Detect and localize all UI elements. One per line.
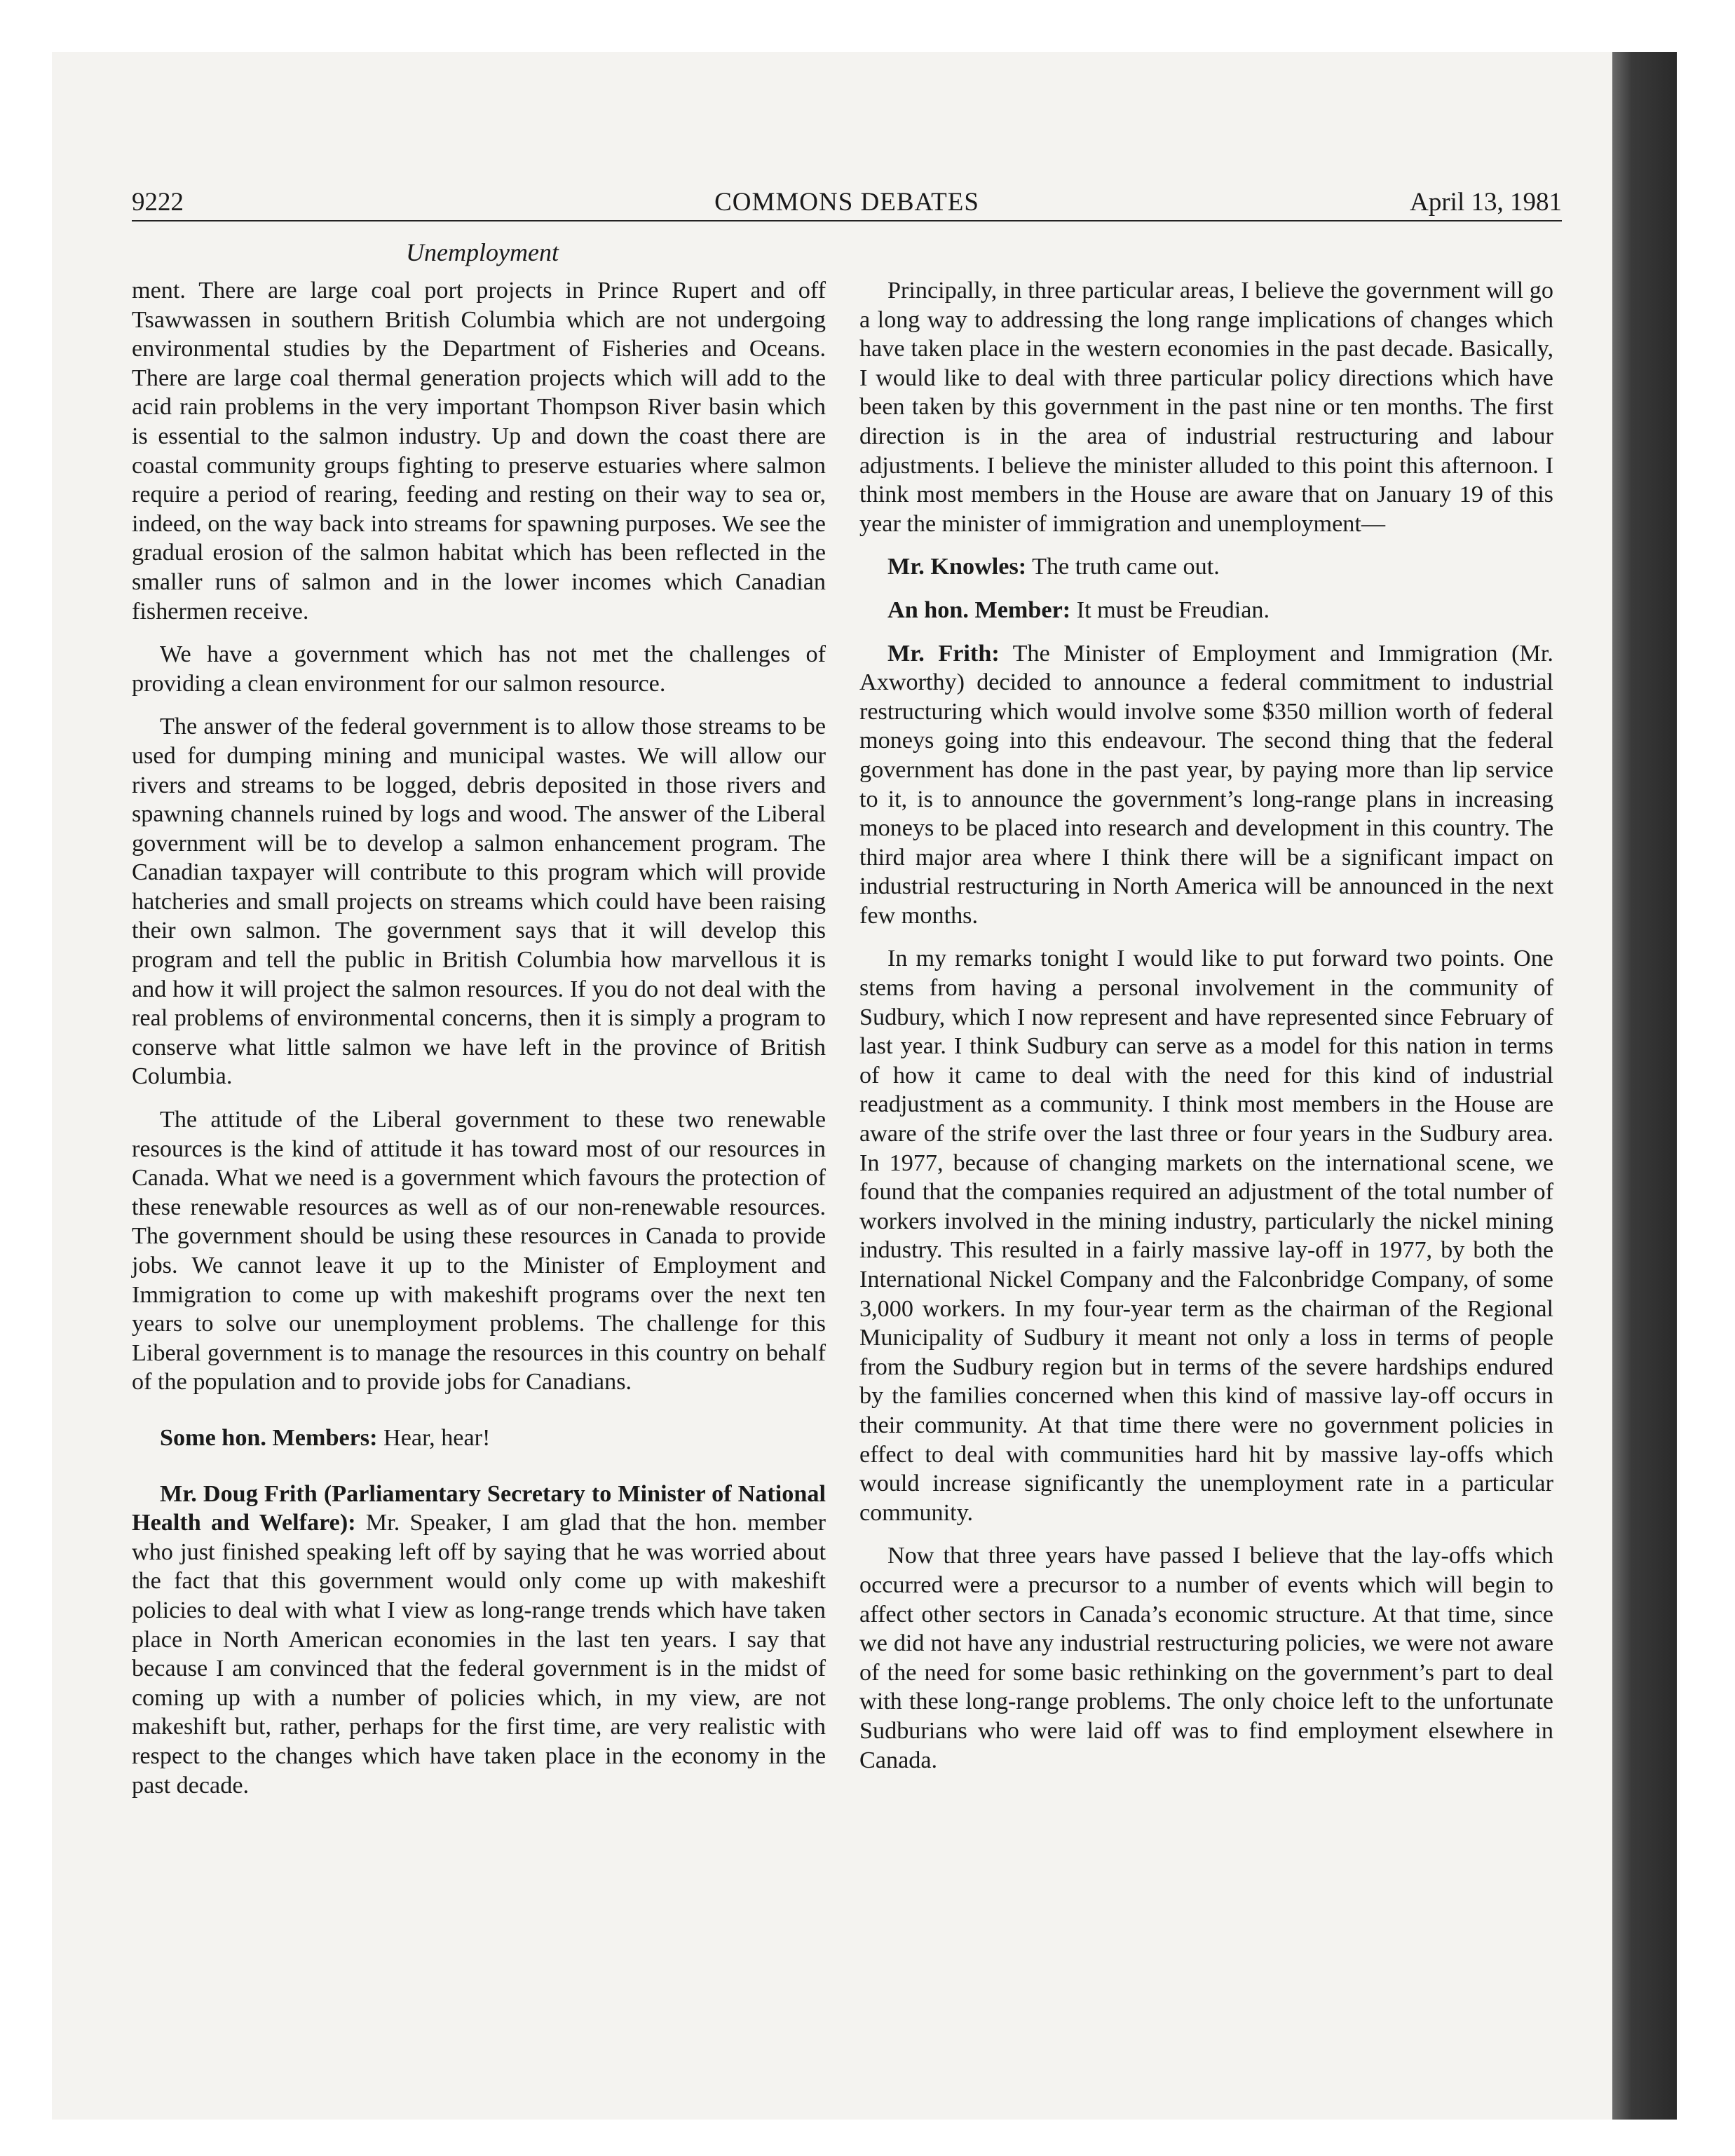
paragraph: We have a government which has not met the challenges of providing a clean environment for our salmon resource. [132, 641, 826, 697]
interjection [859, 596, 1553, 625]
header-rule [132, 220, 1562, 221]
paragraph: Principally, in three particular areas, I believe the government will go a long way to addressing the long range implications of changes which have taken place in the western economies in the past decade. Basically, I would like to deal with three particular policy directions which have been taken by this government in the past nine or ten months. The first direction is in the area of industrial restructuring and labour adjustments. I believe the minister alluded to this point this afternoon. I think most members in the House are aware that on January 19 of this year the minister of immigration and unemployment— [859, 278, 1553, 537]
issue-date: April 13, 1981 [1410, 188, 1562, 217]
speech-text: Mr. Speaker, I am glad that the hon. member who just finished speaking left off by saying that he was worried about the fact that this government would only come up with makeshift policies to deal with what I view as long-range trends which have taken place in North American economies in the last ten years. I say that because I am convinced that the federal government is in the midst of coming up with a number of policies which, in my view, are not makeshift but, rather, perhaps for the first time, are very realistic with respect to the changes which have taken place in the economy in the past decade. [132, 1510, 826, 1799]
paragraph: ment. There are large coal port projects in Prince Rupert and off Tsawwassen in southern British Columbia which are not undergoing environmental studies by the Department of Fisheries and Oceans. There are large coal thermal generation projects which will add to the acid rain problems in the very important Thompson River basin which is essential to the salmon industry. Up and down the coast there are coastal community groups fighting to preserve estuaries where salmon require a period of rearing, feeding and resting on their way to sea or, indeed, on the way back into streams for spawning purposes. We see the gradual erosion of the salmon habitat which has been reflected in the smaller runs of salmon and in the lower incomes which Canadian fishermen receive. [132, 278, 826, 625]
speech [859, 639, 1553, 931]
speaker-name: Mr. Frith: [887, 640, 1000, 667]
speech-text: The truth came out. [1026, 554, 1220, 580]
paragraph: The answer of the federal government is to allow those streams to be used for dumping mining and municipal wastes. We will allow our rivers and streams to be logged, debris deposited in those rivers and spawning channels ruined by logs and wood. The answer of the Liberal government will be to develop a salmon enhancement program. The Canadian taxpayer will contribute to this program which will provide hatcheries and small projects on streams which could have been raising their own salmon. The government says that it will develop this program and tell the public in British Columbia how marvellous it is and how it will project the salmon resources. If you do not deal with the real problems of environmental concerns, then it is simply a program to conserve what little salmon we have left in the province of British Columbia. [132, 714, 826, 1090]
right-column [859, 276, 1553, 1789]
speech-text: The Minister of Employment and Immigration (Mr. Axworthy) decided to announce a federal commitment to industrial restructuring which would involve some $350 million worth of federal moneys going into this endeavour. The second thing that the federal government has done in the past year, by paying more than lip service to it, is to announce the government’s long-range plans in increasing moneys to be placed into research and development in this country. The third major area where I think there will be a significant impact on industrial restructuring in North America will be announced in the next few months. [859, 640, 1553, 929]
speaker-name: Mr. Knowles: [887, 554, 1027, 580]
page-number: 9222 [132, 188, 184, 217]
speaker-name: Some hon. Members: [160, 1424, 378, 1451]
left-column [132, 276, 826, 1814]
paragraph: The attitude of the Liberal government to these two renewable resources is the kind of attitude it has toward most of our resources in Canada. What we need is a government which favours the protection of these renewable resources as well as of our non-renewable resources. The government should be using these resources in Canada to provide jobs. We cannot leave it up to the Minister of Employment and Immigration to come up with makeshift programs over the next ten years to solve our unemployment problems. The challenge for this Liberal government is to manage the resources in this country on behalf of the population and to provide jobs for Canadians. [132, 1107, 826, 1396]
section-title: Unemployment [406, 238, 559, 266]
speech-text: Hear, hear! [377, 1424, 491, 1451]
running-header [132, 186, 1562, 219]
journal-title: COMMONS DEBATES [714, 188, 979, 217]
paragraph: Now that three years have passed I believe that the lay-offs which occurred were a precursor to a number of events which will begin to affect other sectors in Canada’s economic structure. At that time, since we did not have any industrial restructuring policies, we were not aware of the need for some basic rethinking on the government’s part to deal with these long-range problems. The only choice left to the unfortunate Sudburians who were laid off was to find employment elsewhere in Canada. [859, 1543, 1553, 1773]
paragraph: In my remarks tonight I would like to put forward two points. One stems from having a personal involvement in the community of Sudbury, which I now represent and have represented since February of last year. I think Sudbury can serve as a model for this nation in terms of how it came to deal with the need for this kind of industrial readjustment as a community. I think most members in the House are aware of the strife over the last three or four years in the Sudbury area. In 1977, because of changing markets on the international scene, we found that the companies required an adjustment of the total number of workers involved in the mining industry, particularly the nickel mining industry. This resulted in a fairly massive lay-off in 1977, by both the International Nickel Company and the Falconbridge Company, of some 3,000 workers. In my four-year term as the chairman of the Regional Municipality of Sudbury it meant not only a loss in terms of people from the Sudbury region but in terms of the severe hardships endured by the families concerned when this kind of massive lay-off occurs in their community. At that time there were no government policies in effect to deal with communities hard hit by massive lay-offs which would increase significantly the unemployment rate in a particular community. [859, 946, 1553, 1526]
speech-text: It must be Freudian. [1070, 596, 1270, 623]
interjection [859, 552, 1553, 582]
interjection [132, 1424, 826, 1453]
speech [132, 1480, 826, 1801]
speaker-name: An hon. Member: [887, 596, 1071, 623]
speaker-name: Mr. Doug Frith (Parliamentary Secretary to Minister of National Health and Welfare): [132, 1480, 826, 1536]
scan-binding-edge [1612, 52, 1677, 2120]
